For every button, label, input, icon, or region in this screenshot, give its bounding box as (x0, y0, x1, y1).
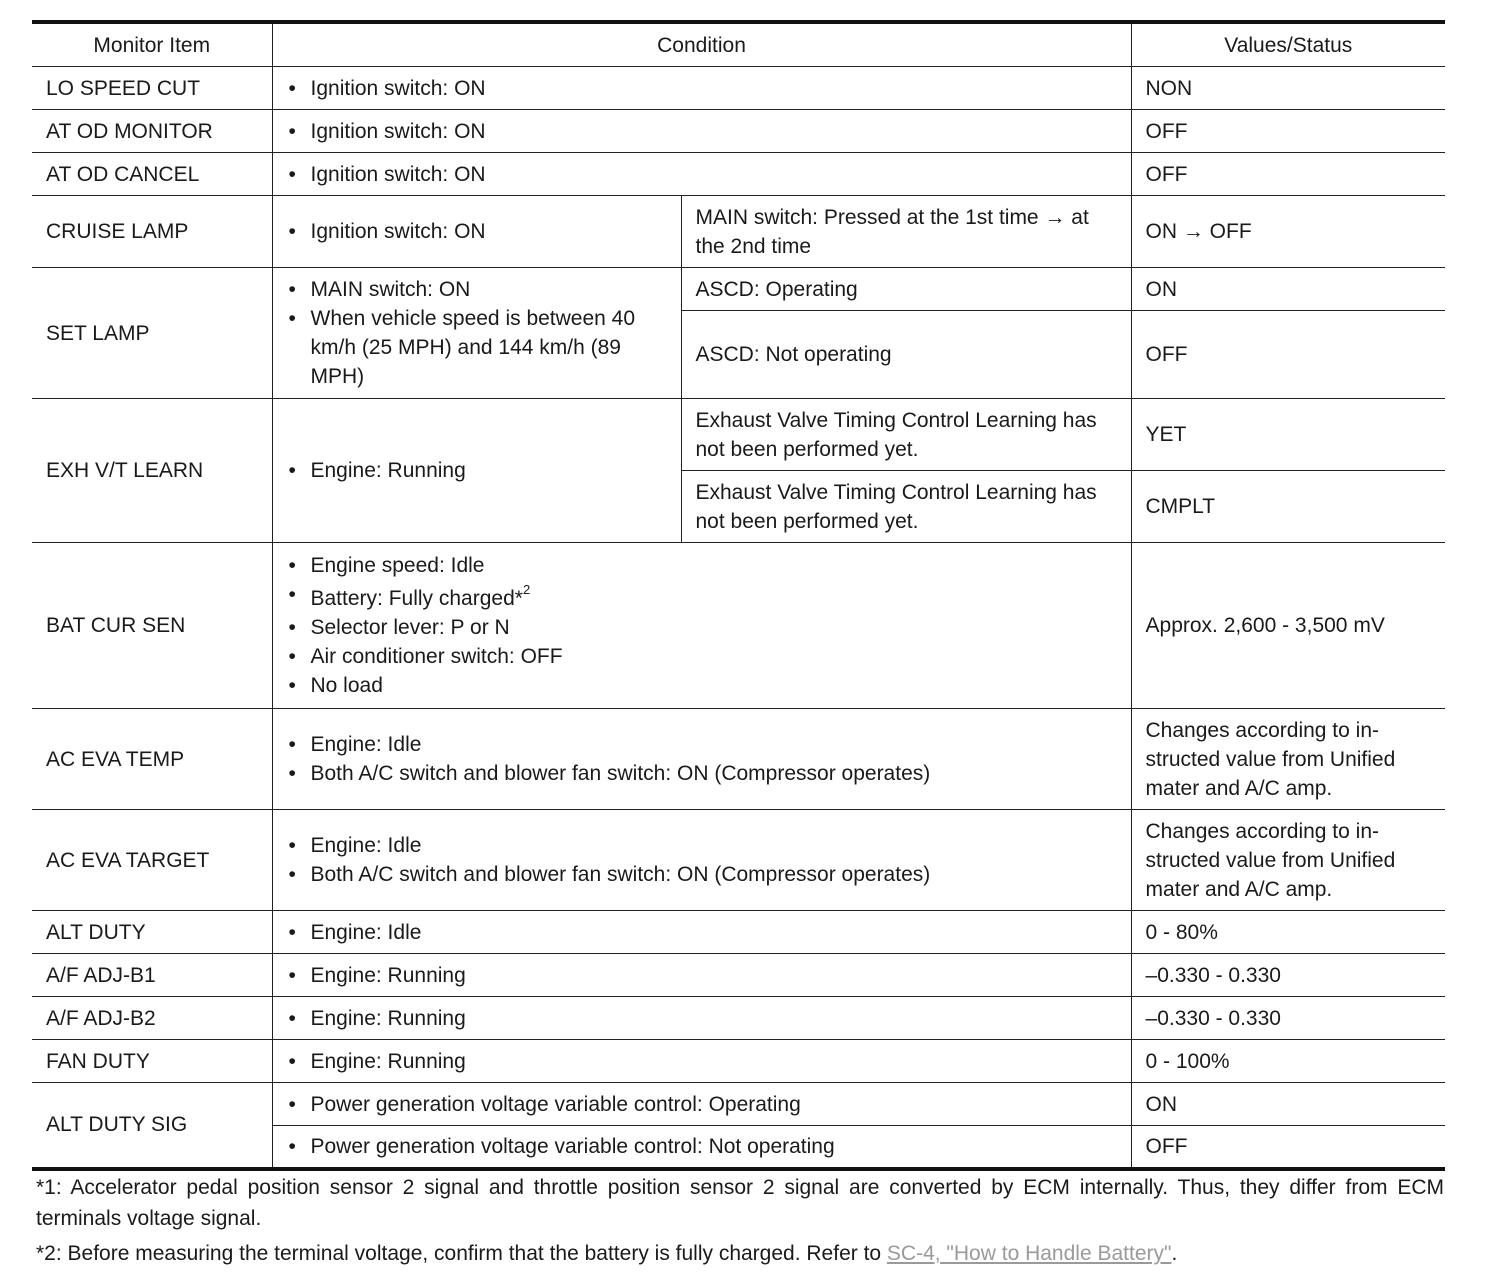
value-cell: OFF (1131, 153, 1445, 196)
monitor-item-table (32, 20, 1445, 1171)
condition-cell (272, 110, 1131, 153)
sub-condition-cell: MAIN switch: Pressed at the 1st time → at the 2nd time (681, 196, 1131, 268)
footnote-2-end: . (1171, 1242, 1178, 1265)
condition-cell (272, 1083, 1131, 1126)
footnote-2 (36, 1238, 1444, 1269)
monitor-item: CRUISE LAMP (32, 196, 272, 268)
footnote-2-text: *2: Before measuring the terminal voltage, confirm that the battery is fully charged. Refer to (36, 1242, 887, 1265)
table-row (32, 268, 1445, 311)
condition-bullet: • Engine: Running (287, 1004, 1117, 1033)
header-monitor-item: Monitor Item (32, 22, 272, 67)
value-cell: OFF (1131, 110, 1445, 153)
header-values-status: Values/Status (1131, 22, 1445, 67)
condition-bullet: • Selector lever: P or N (287, 613, 1117, 642)
monitor-item: AT OD MONITOR (32, 110, 272, 153)
value-cell: ON (1131, 1083, 1445, 1126)
table-row (32, 67, 1445, 110)
monitor-item: SET LAMP (32, 268, 272, 399)
condition-bullet: • Ignition switch: ON (287, 117, 1117, 146)
value-cell: CMPLT (1131, 471, 1445, 543)
condition-cell (272, 954, 1131, 997)
table-row (32, 997, 1445, 1040)
table-row (32, 153, 1445, 196)
table-row (32, 196, 1445, 268)
monitor-item: AT OD CANCEL (32, 153, 272, 196)
footnotes (36, 1172, 1444, 1269)
monitor-item: ALT DUTY SIG (32, 1083, 272, 1169)
sub-condition-cell: ASCD: Not operating (681, 311, 1131, 399)
condition-bullet: • Both A/C switch and blower fan switch: ON (Compressor operates) (287, 759, 1117, 788)
footnote-1: *1: Accelerator pedal position sensor 2 signal and throttle position sensor 2 signal are converted by ECM internally. Thus, they differ from ECM terminals voltage signal. (36, 1176, 1444, 1230)
table-row (32, 954, 1445, 997)
condition-cell (272, 810, 1131, 911)
condition-cell (272, 709, 1131, 810)
monitor-item: AC EVA TEMP (32, 709, 272, 810)
value-cell: Changes according to in-structed value from Unified mater and A/C amp. (1131, 810, 1445, 911)
table-row (32, 709, 1445, 810)
reference-link[interactable]: SC-4, "How to Handle Battery" (886, 1242, 1172, 1265)
value-cell: –0.330 - 0.330 (1131, 954, 1445, 997)
table-row (32, 543, 1445, 709)
condition-cell (272, 153, 1131, 196)
value-cell: Approx. 2,600 - 3,500 mV (1131, 543, 1445, 709)
condition-cell (272, 1126, 1131, 1169)
value-cell: ON → OFF (1131, 196, 1445, 268)
table-row (32, 1040, 1445, 1083)
value-cell: ON (1131, 268, 1445, 311)
monitor-item: ALT DUTY (32, 911, 272, 954)
condition-cell (272, 67, 1131, 110)
condition-bullet: • When vehicle speed is between 40 km/h (25 MPH) and 144 km/h (89 MPH) (287, 304, 667, 391)
table-row (32, 810, 1445, 911)
value-cell: OFF (1131, 311, 1445, 399)
condition-cell (272, 911, 1131, 954)
condition-bullet: • Power generation voltage variable control: Not operating (287, 1132, 1117, 1161)
table-row (32, 110, 1445, 153)
value-cell: Changes according to in-structed value from Unified mater and A/C amp. (1131, 709, 1445, 810)
condition-text: Battery: Fully charged* (310, 587, 523, 610)
condition-bullet: • Engine: Idle (287, 831, 1117, 860)
condition-bullet: • Air conditioner switch: OFF (287, 642, 1117, 671)
condition-bullet: • No load (287, 671, 1117, 700)
condition-bullet: • MAIN switch: ON (287, 275, 667, 304)
condition-bullet: • Ignition switch: ON (287, 160, 1117, 189)
value-cell: 0 - 100% (1131, 1040, 1445, 1083)
sub-condition-cell: Exhaust Valve Timing Control Learning has not been performed yet. (681, 399, 1131, 471)
condition-cell (272, 543, 1131, 709)
condition-cell (272, 196, 681, 268)
condition-bullet: • Engine: Idle (287, 918, 1117, 947)
condition-bullet: • Engine: Running (287, 456, 667, 485)
condition-bullet: • Engine: Running (287, 1047, 1117, 1076)
condition-cell (272, 268, 681, 399)
table-row (32, 911, 1445, 954)
condition-bullet: • Both A/C switch and blower fan switch: ON (Compressor operates) (287, 860, 1117, 889)
value-cell: NON (1131, 67, 1445, 110)
monitor-item: A/F ADJ-B1 (32, 954, 272, 997)
monitor-item: EXH V/T LEARN (32, 399, 272, 543)
value-cell: 0 - 80% (1131, 911, 1445, 954)
monitor-item: A/F ADJ-B2 (32, 997, 272, 1040)
footnote-marker: 2 (522, 582, 531, 597)
condition-cell (272, 997, 1131, 1040)
sub-condition-cell: Exhaust Valve Timing Control Learning has not been performed yet. (681, 471, 1131, 543)
monitor-item: LO SPEED CUT (32, 67, 272, 110)
condition-bullet: • Ignition switch: ON (287, 74, 1117, 103)
sub-condition-cell: ASCD: Operating (681, 268, 1131, 311)
condition-bullet (287, 580, 1117, 613)
monitor-item: FAN DUTY (32, 1040, 272, 1083)
condition-cell (272, 1040, 1131, 1083)
monitor-item: AC EVA TARGET (32, 810, 272, 911)
value-cell: YET (1131, 399, 1445, 471)
table-row (32, 1083, 1445, 1126)
condition-bullet: • Engine: Idle (287, 730, 1117, 759)
condition-bullet: • Engine speed: Idle (287, 551, 1117, 580)
condition-bullet: • Ignition switch: ON (287, 217, 667, 246)
condition-cell (272, 399, 681, 543)
condition-bullet: • Power generation voltage variable control: Operating (287, 1090, 1117, 1119)
condition-bullet: • Engine: Running (287, 961, 1117, 990)
table-row (32, 399, 1445, 471)
value-cell: OFF (1131, 1126, 1445, 1169)
monitor-item: BAT CUR SEN (32, 543, 272, 709)
table-header-row (32, 22, 1445, 67)
value-cell: –0.330 - 0.330 (1131, 997, 1445, 1040)
header-condition: Condition (272, 22, 1131, 67)
